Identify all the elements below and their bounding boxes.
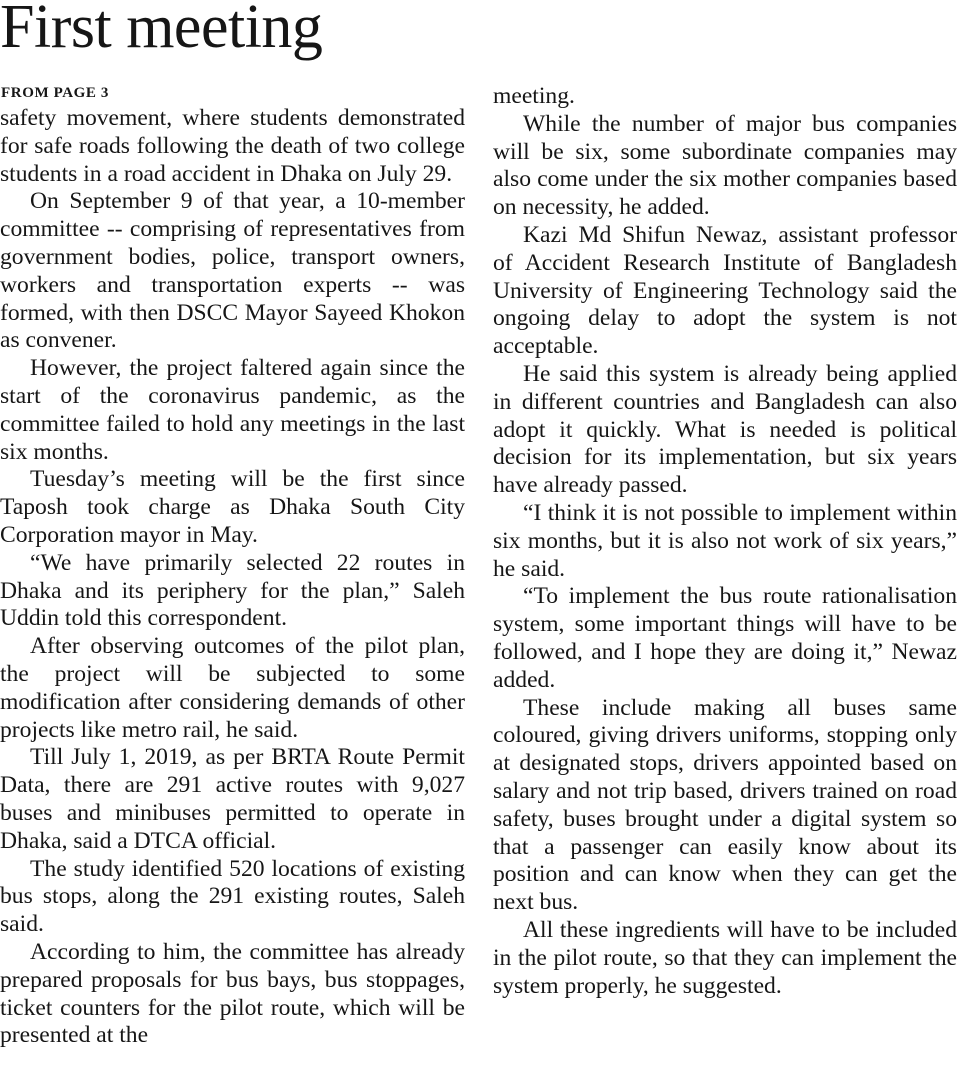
paragraph: All these ingredients will have to be included in the pilot route, so that they can implement the system properly, he suggested. xyxy=(493,916,957,999)
paragraph: After observing outcomes of the pilot plan, the project will be subjected to some modification after considering demands of other projects like metro rail, he said. xyxy=(0,633,465,743)
jump-label: FROM PAGE 3 xyxy=(1,85,109,101)
paragraph: “I think it is not possible to implement within six months, but it is also not work of six years,” he said. xyxy=(493,499,957,582)
article-headline: First meeting xyxy=(0,0,323,61)
paragraph: While the number of major bus companies will be six, some subordinate companies may also come under the six mother companies based on necessity, he added. xyxy=(493,110,957,221)
paragraph: safety movement, where students demonstrated for safe roads following the death of two college students in a road accident in Dhaka on July 29. xyxy=(0,105,465,187)
paragraph: Till July 1, 2019, as per BRTA Route Permit Data, there are 291 active routes with 9,027 buses and minibuses permitted to operate in Dhaka, said a DTCA official. xyxy=(0,744,465,854)
paragraph: On September 9 of that year, a 10-member committee -- comprising of representatives from government bodies, police, transport owners, workers and transportation experts -- was formed, with then DSCC Mayor Sayeed Khokon as convener. xyxy=(0,188,465,354)
paragraph: meeting. xyxy=(493,83,575,109)
paragraph: Tuesday’s meeting will be the first since Taposh took charge as Dhaka South City Corporation mayor in May. xyxy=(0,466,465,548)
paragraph: These include making all buses same coloured, giving drivers uniforms, stopping only at designated stops, drivers appointed based on salary and not trip based, drivers trained on road safety, buses brought under a digital system so that a passenger can easily know about its position and can know when they can get the next bus. xyxy=(493,694,957,916)
article-column-left xyxy=(0,105,465,1050)
paragraph: “We have primarily selected 22 routes in Dhaka and its periphery for the plan,” Saleh Uddin told this correspondent. xyxy=(0,549,465,632)
paragraph: However, the project faltered again since the start of the coronavirus pandemic, as the committee failed to hold any meetings in the last six months. xyxy=(0,355,465,465)
paragraph: “To implement the bus route rationalisation system, some important things will have to be followed, and I hope they are doing it,” Newaz added. xyxy=(493,583,957,693)
article-column-right xyxy=(493,83,957,1000)
paragraph: He said this system is already being applied in different countries and Bangladesh can also adopt it quickly. What is needed is political decision for its implementation, but six years have already passed. xyxy=(493,360,957,499)
paragraph: Kazi Md Shifun Newaz, assistant professor of Accident Research Institute of Bangladesh University of Engineering Technology said the ongoing delay to adopt the system is not acceptable. xyxy=(493,221,957,360)
paragraph: According to him, the committee has already prepared proposals for bus bays, bus stoppages, ticket counters for the pilot route, which will be presented at the xyxy=(0,938,465,1049)
paragraph: The study identified 520 locations of existing bus stops, along the 291 existing routes, Saleh said. xyxy=(0,855,465,938)
